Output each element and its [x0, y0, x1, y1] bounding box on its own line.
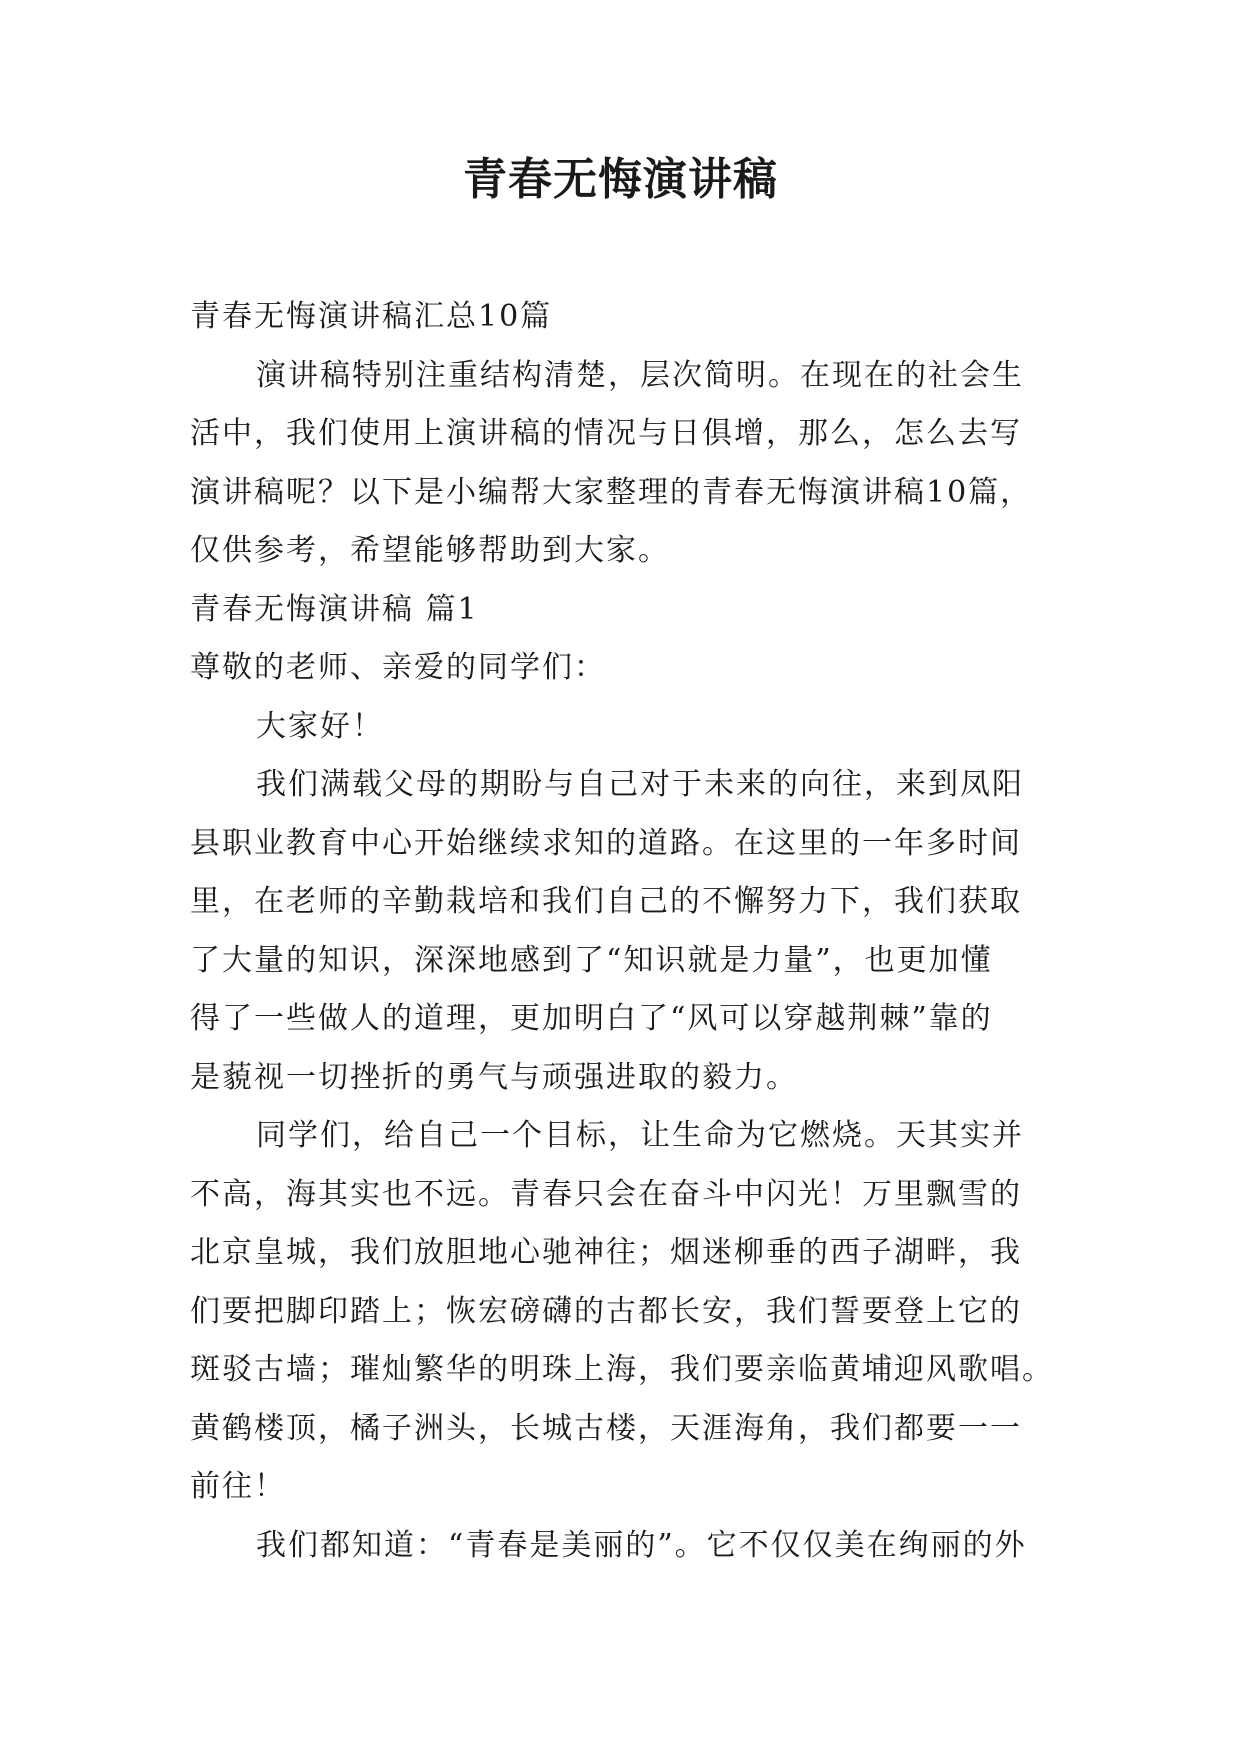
document-title: 青春无悔演讲稿 — [463, 154, 778, 205]
paragraph-line: 不高，海其实也不远。青春只会在奋斗中闪光！万里飘雪的 — [190, 1176, 1022, 1212]
salutation-line: 尊敬的老师、亲爱的同学们： — [190, 650, 606, 685]
paragraph-line: 县职业教育中心开始继续求知的道路。在这里的一年多时间 — [190, 825, 1022, 861]
paragraph-line: 们要把脚印踏上；恢宏磅礴的古都长安，我们誓要登上它的 — [190, 1293, 1022, 1329]
paragraph-line: 黄鹤楼顶，橘子洲头，长城古楼，天涯海角，我们都要一一 — [190, 1410, 1022, 1446]
paragraph-line: 北京皇城，我们放胆地心驰神往；烟迷柳垂的西子湖畔，我 — [190, 1235, 1022, 1270]
paragraph-line: 是藐视一切挫折的勇气与顽强进取的毅力。 — [190, 1059, 798, 1095]
section-heading: 青春无悔演讲稿 篇1 — [190, 591, 479, 627]
paragraph-line: 演讲稿特别注重结构清楚，层次简明。在现在的社会生 — [256, 357, 1024, 393]
paragraph-line: 斑驳古墙；璀灿繁华的明珠上海，我们要亲临黄埔迎风歌唱。 — [190, 1352, 1054, 1387]
document-body — [190, 288, 1070, 1575]
paragraph-line: 我们满载父母的期盼与自己对于未来的向往，来到凤阳 — [256, 767, 1024, 802]
paragraph-line: 演讲稿呢？以下是小编帮大家整理的青春无悔演讲稿10篇， — [190, 474, 1033, 510]
paragraph-line: 活中，我们使用上演讲稿的情况与日俱增，那么，怎么去写 — [190, 416, 1022, 451]
paragraph-line: 同学们，给自己一个目标，让生命为它燃烧。天其实并 — [256, 1118, 1024, 1153]
subtitle-line: 青春无悔演讲稿汇总10篇 — [190, 299, 553, 334]
paragraph-line: 前往！ — [190, 1469, 286, 1504]
paragraph-line: 得了一些做人的道理，更加明白了“风可以穿越荆棘”靠的 — [190, 1001, 993, 1036]
paragraph-line: 我们都知道：“青春是美丽的”。它不仅仅美在绚丽的外 — [256, 1527, 1027, 1563]
paragraph-line: 仅供参考，希望能够帮助到大家。 — [190, 533, 670, 568]
paragraph-line: 里，在老师的辛勤栽培和我们自己的不懈努力下，我们获取 — [190, 884, 1022, 919]
paragraph-line: 了大量的知识，深深地感到了“知识就是力量”，也更加懂 — [190, 942, 993, 978]
greeting-line: 大家好！ — [256, 708, 384, 744]
